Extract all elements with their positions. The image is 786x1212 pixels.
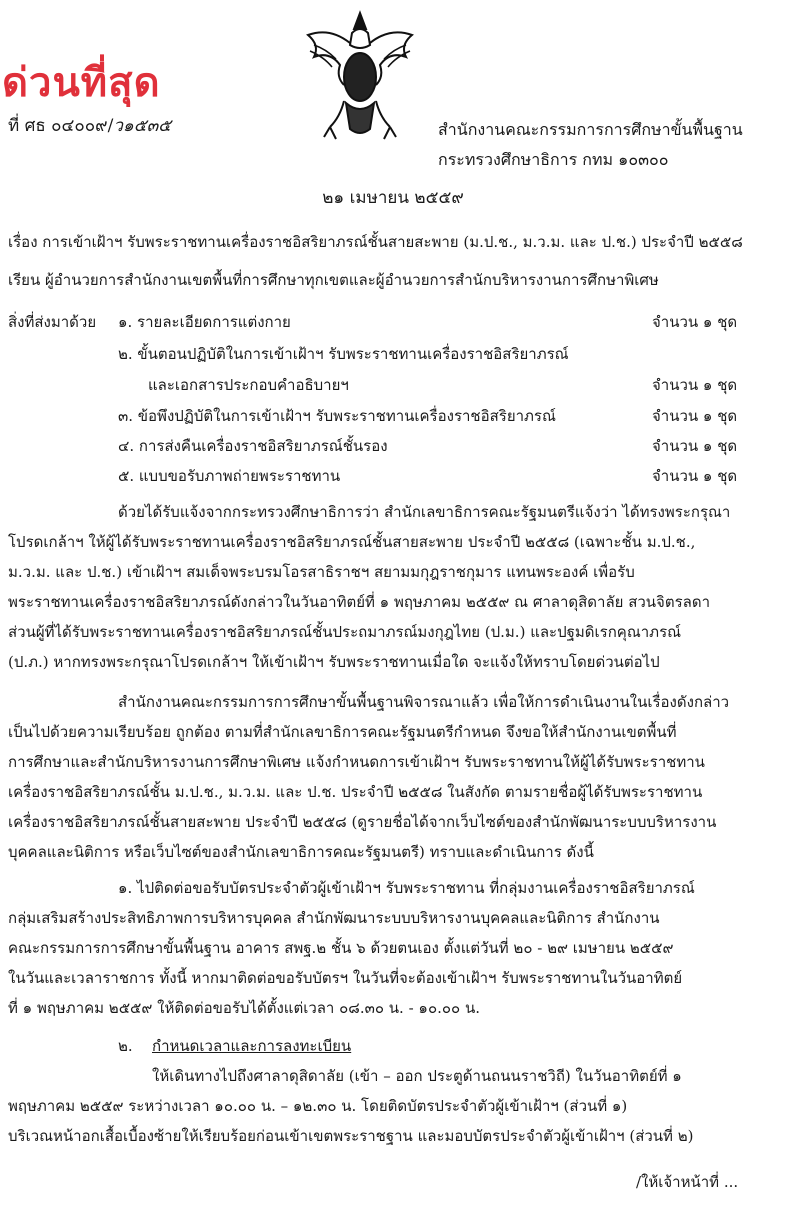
reference-number	[8, 112, 171, 139]
office-address: กระทรวงศึกษาธิการ กทม ๑๐๓๐๐	[438, 150, 669, 169]
enclosure-item: ๔. การส่งคืนเครื่องราชอิสริยาภรณ์ชั้นรอง	[118, 437, 388, 455]
enclosure-qty: จำนวน ๑ ชุด	[652, 407, 738, 425]
reference-handwritten: ว๑๕๓๕	[113, 116, 172, 136]
paragraph-line: บุคคลและนิติการ หรือเว็บไซต์ของสำนักเลขาธิการคณะรัฐมนตรี) ทราบและดำเนินการ ดังนี้	[8, 843, 594, 861]
paragraph-line: ๑. ไปติดต่อขอรับบัตรประจำตัวผู้เข้าเฝ้าฯ รับพระราชทาน ที่กลุ่มงานเครื่องราชอิสริยาภรณ์	[118, 879, 695, 897]
paragraph-line: ม.ว.ม. และ ป.ช.) เข้าเฝ้าฯ สมเด็จพระบรมโอรสาธิราชฯ สยามมกุฎราชกุมาร แทนพระองค์ เพื่อรับ	[8, 563, 635, 581]
garuda-emblem-icon	[300, 5, 420, 145]
paragraph-line: พระราชทานเครื่องราชอิสริยาภรณ์ดังกล่าวในวันอาทิตย์ที่ ๑ พฤษภาคม ๒๕๕๙ ณ ศาลาดุสิดาลัย สวนจิตรลดา	[8, 593, 710, 611]
paragraph-line: ให้เดินทางไปถึงศาลาดุสิดาลัย (เข้า – ออก ประตูด้านถนนราชวิถี) ในวันอาทิตย์ที่ ๑	[152, 1067, 682, 1085]
enclosure-qty: จำนวน ๑ ชุด	[652, 376, 738, 394]
reference-prefix: ที่ ศธ ๐๔๐๐๙/	[8, 116, 114, 136]
paragraph-line: กลุ่มเสริมสร้างประสิทธิภาพการบริหารบุคคล สำนักพัฒนาระบบบริหารงานบุคคลและนิติการ สำนักงาน	[8, 909, 660, 927]
paragraph-line: พฤษภาคม ๒๕๕๙ ระหว่างเวลา ๑๐.๐๐ น. – ๑๒.๓๐ น. โดยติดบัตรประจำตัวผู้เข้าเฝ้าฯ (ส่วนที่ ๑)	[8, 1097, 628, 1115]
paragraph-line: สำนักงานคณะกรรมการการศึกษาขั้นพื้นฐานพิจารณาแล้ว เพื่อให้การดำเนินงานในเรื่องดังกล่าว	[118, 693, 730, 711]
enclosure-qty: จำนวน ๑ ชุด	[652, 313, 738, 331]
urgent-stamp: ด่วนที่สุด	[2, 59, 161, 106]
paragraph-line: โปรดเกล้าฯ ให้ผู้ได้รับพระราชทานเครื่องราชอิสริยาภรณ์ชั้นสายสะพาย ประจำปี ๒๕๕๘ (เฉพาะชั้น ม.ป.ช.,	[8, 533, 696, 551]
enclosure-qty: จำนวน ๑ ชุด	[652, 467, 738, 485]
office-name: สำนักงานคณะกรรมการการศึกษาขั้นพื้นฐาน	[438, 120, 743, 139]
enclosure-item: ๑. รายละเอียดการแต่งกาย	[118, 313, 291, 331]
continuation-note: /ให้เจ้าหน้าที่ ...	[636, 1173, 739, 1191]
enclosure-item: ๓. ข้อพึงปฏิบัติในการเข้าเฝ้าฯ รับพระราชทานเครื่องราชอิสริยาภรณ์	[118, 407, 556, 425]
enclosure-item: ๒. ขั้นตอนปฏิบัติในการเข้าเฝ้าฯ รับพระราชทานเครื่องราชอิสริยาภรณ์	[118, 345, 569, 363]
paragraph-line: ส่วนผู้ที่ได้รับพระราชทานเครื่องราชอิสริยาภรณ์ชั้นประถมาภรณ์มงกุฎไทย (ป.ม.) และปฐมดิเรกคุณาภรณ์	[8, 623, 682, 641]
recipient-line: เรียน ผู้อำนวยการสำนักงานเขตพื้นที่การศึกษาทุกเขตและผู้อำนวยการสำนักบริหารงานการศึกษาพิเศษ	[8, 271, 659, 289]
enclosure-item: และเอกสารประกอบคำอธิบายฯ	[148, 376, 349, 394]
paragraph-line: ด้วยได้รับแจ้งจากกระทรวงศึกษาธิการว่า สำนักเลขาธิการคณะรัฐมนตรีแจ้งว่า ได้ทรงพระกรุณา	[118, 503, 731, 521]
paragraph-line: (ป.ภ.) หากทรงพระกรุณาโปรดเกล้าฯ ให้เข้าเฝ้าฯ รับพระราชทานเมื่อใด จะแจ้งให้ทราบโดยด่วนต่อไป	[8, 653, 660, 671]
item-heading: กำหนดเวลาและการลงทะเบียน	[152, 1037, 352, 1055]
enclosure-item: ๕. แบบขอรับภาพถ่ายพระราชทาน	[118, 467, 341, 485]
enclosure-qty: จำนวน ๑ ชุด	[652, 437, 738, 455]
paragraph-line: ที่ ๑ พฤษภาคม ๒๕๕๙ ให้ติดต่อขอรับได้ตั้งแต่เวลา ๐๘.๓๐ น. - ๑๐.๐๐ น.	[8, 999, 480, 1017]
item-number: ๒.	[118, 1037, 133, 1055]
letter-date: ๒๑ เมษายน ๒๕๕๙	[322, 188, 464, 208]
enclosure-label: สิ่งที่ส่งมาด้วย	[8, 313, 97, 331]
paragraph-line: เครื่องราชอิสริยาภรณ์ชั้นสายสะพาย ประจำปี ๒๕๕๘ (ดูรายชื่อได้จากเว็บไซต์ของสำนักพัฒนาระบบบริหารงาน	[8, 813, 717, 831]
paragraph-line: ในวันและเวลาราชการ ทั้งนี้ หากมาติดต่อขอรับบัตรฯ ในวันที่จะต้องเข้าเฝ้าฯ รับพระราชทานในวันอาทิตย์	[8, 969, 683, 987]
paragraph-line: เป็นไปด้วยความเรียบร้อย ถูกต้อง ตามที่สำนักเลขาธิการคณะรัฐมนตรีกำหนด จึงขอให้สำนักงานเขตพื้นที่	[8, 723, 677, 741]
paragraph-line: เครื่องราชอิสริยาภรณ์ชั้น ม.ป.ช., ม.ว.ม. และ ป.ช. ประจำปี ๒๕๕๘ ในสังกัด ตามรายชื่อผู้ได้รับพระราชทาน	[8, 783, 703, 801]
paragraph-line: การศึกษาและสำนักบริหารงานการศึกษาพิเศษ แจ้งกำหนดการเข้าเฝ้าฯ รับพระราชทานให้ผู้ได้รับพระราชทาน	[8, 753, 705, 771]
paragraph-line: บริเวณหน้าอกเสื้อเบื้องซ้ายให้เรียบร้อยก่อนเข้าเขตพระราชฐาน และมอบบัตรประจำตัวผู้เข้าเฝ้าฯ (ส่วนที่ ๒)	[8, 1127, 694, 1145]
subject-line: เรื่อง การเข้าเฝ้าฯ รับพระราชทานเครื่องราชอิสริยาภรณ์ชั้นสายสะพาย (ม.ป.ช., ม.ว.ม. และ ป.ช.) ประจำปี ๒๕๕๘	[8, 233, 743, 251]
paragraph-line: คณะกรรมการการศึกษาขั้นพื้นฐาน อาคาร สพฐ.๒ ชั้น ๖ ด้วยตนเอง ตั้งแต่วันที่ ๒๐ - ๒๙ เมษายน ๒๕๕๙	[8, 939, 674, 957]
